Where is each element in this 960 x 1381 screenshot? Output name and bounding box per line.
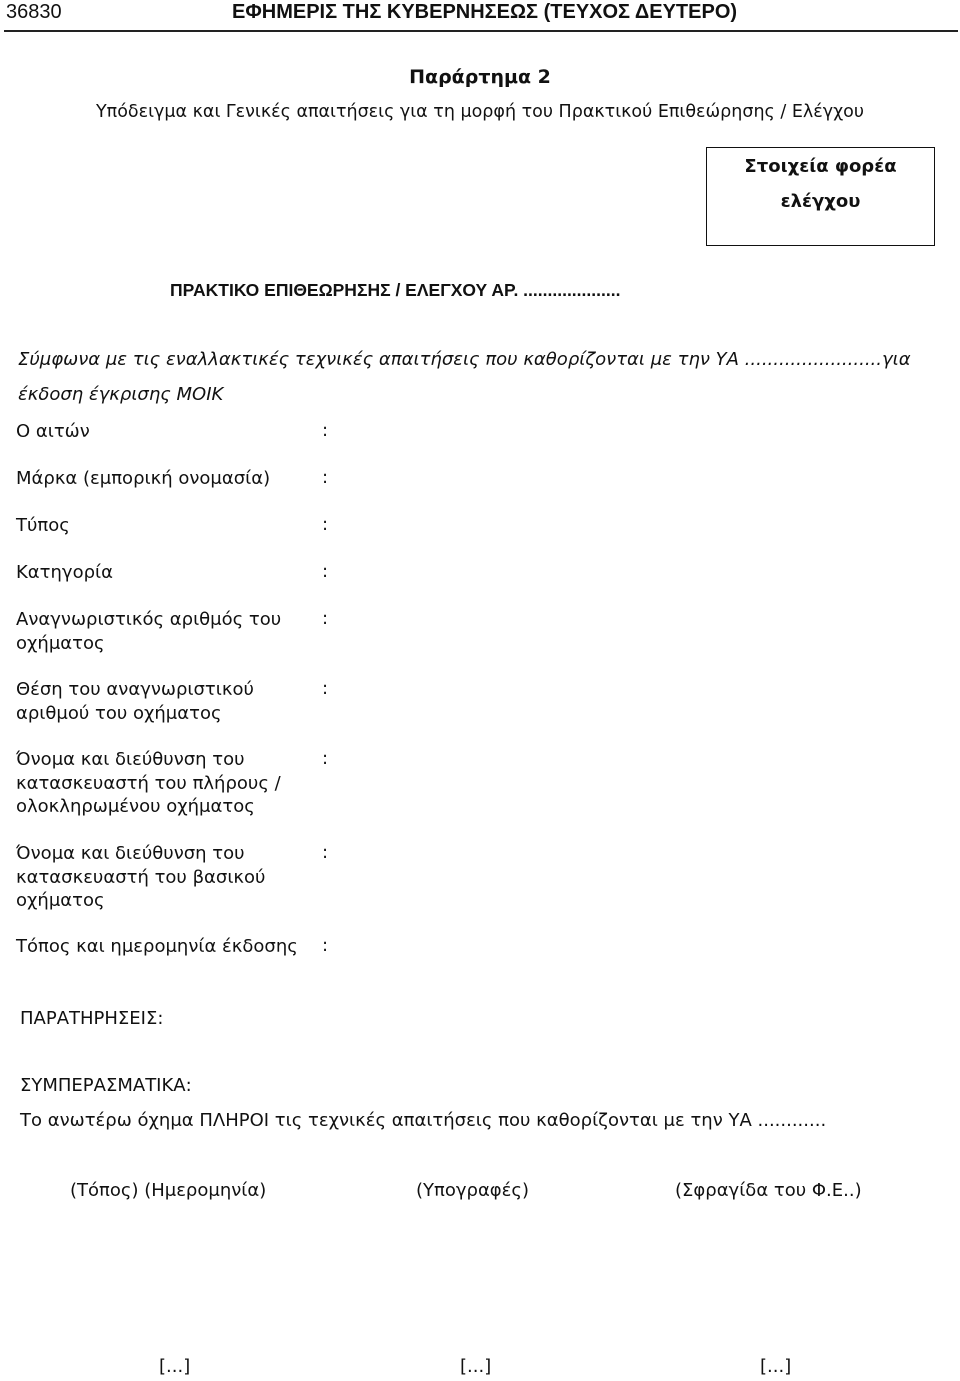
field-colon: :: [322, 935, 329, 956]
field-label-complete-vehicle-manufacturer: Όνομα και διεύθυνση του κατασκευαστή του πλήρους / ολοκληρωμένου οχήματος: [16, 749, 281, 817]
field-colon: :: [322, 561, 329, 582]
field-label-vin: Αναγνωριστικός αριθμός του οχήματος: [16, 609, 282, 654]
stamp-label: (Σφραγίδα του Φ.Ε..): [675, 1180, 862, 1201]
field-colon: :: [322, 420, 329, 441]
field-label-category: Κατηγορία: [16, 562, 113, 583]
field-colon: :: [322, 678, 329, 699]
omission-marker: [...]: [760, 1356, 792, 1377]
intro-line-1: Σύμφωνα με τις εναλλακτικές τεχνικές απαιτήσεις που καθορίζονται με την ΥΑ ........................για: [18, 349, 911, 370]
field-colon: :: [322, 467, 329, 488]
field-label-vin-location: Θέση του αναγνωριστικού αριθμού του οχήματος: [16, 679, 254, 724]
inspection-body-label-line2: ελέγχου: [780, 191, 861, 212]
field-colon: :: [322, 842, 329, 863]
omission-marker: [...]: [159, 1356, 191, 1377]
omission-marker: [...]: [460, 1356, 492, 1377]
field-label-type: Τύπος: [16, 515, 70, 536]
field-label-applicant: Ο αιτών: [16, 421, 90, 442]
report-title: ΠΡΑΚΤΙΚΟ ΕΠΙΘΕΩΡΗΣΗΣ / ΕΛΕΓΧΟΥ ΑΡ. ....................: [170, 280, 621, 300]
conclusion-text: Το ανωτέρω όχημα ΠΛΗΡΟΙ τις τεχνικές απαιτήσεις που καθορίζονται με την ΥΑ ............: [20, 1110, 827, 1131]
inspection-body-box: [706, 147, 935, 246]
place-date-label: (Τόπος) (Ημερομηνία): [70, 1180, 267, 1201]
field-colon: :: [322, 608, 329, 629]
annex-title: Παράρτημα 2: [409, 66, 551, 88]
header-rule: [4, 30, 958, 32]
remarks-label: ΠΑΡΑΤΗΡΗΣΕΙΣ:: [20, 1008, 164, 1029]
field-label-place-date-of-issue: Τόπος και ημερομηνία έκδοσης: [16, 936, 298, 957]
page-number: 36830: [6, 1, 62, 23]
field-colon: :: [322, 748, 329, 769]
conclusions-label: ΣΥΜΠΕΡΑΣΜΑΤΙΚΑ:: [20, 1075, 192, 1096]
signatures-label: (Υπογραφές): [416, 1180, 530, 1201]
intro-line-2: έκδοση έγκρισης ΜΟΙΚ: [18, 384, 224, 405]
journal-title: ΕΦΗΜΕΡΙΣ ΤΗΣ ΚΥΒΕΡΝΗΣΕΩΣ (ΤΕΥΧΟΣ ΔΕΥΤΕΡΟ): [232, 1, 738, 23]
field-label-base-vehicle-manufacturer: Όνομα και διεύθυνση του κατασκευαστή του βασικού οχήματος: [16, 843, 266, 911]
field-colon: :: [322, 514, 329, 535]
field-label-make: Μάρκα (εμπορική ονομασία): [16, 468, 271, 489]
annex-subtitle: Υπόδειγμα και Γενικές απαιτήσεις για τη μορφή του Πρακτικού Επιθεώρησης / Ελέγχου: [95, 102, 865, 122]
inspection-body-label-line1: Στοιχεία φορέα: [744, 156, 897, 177]
